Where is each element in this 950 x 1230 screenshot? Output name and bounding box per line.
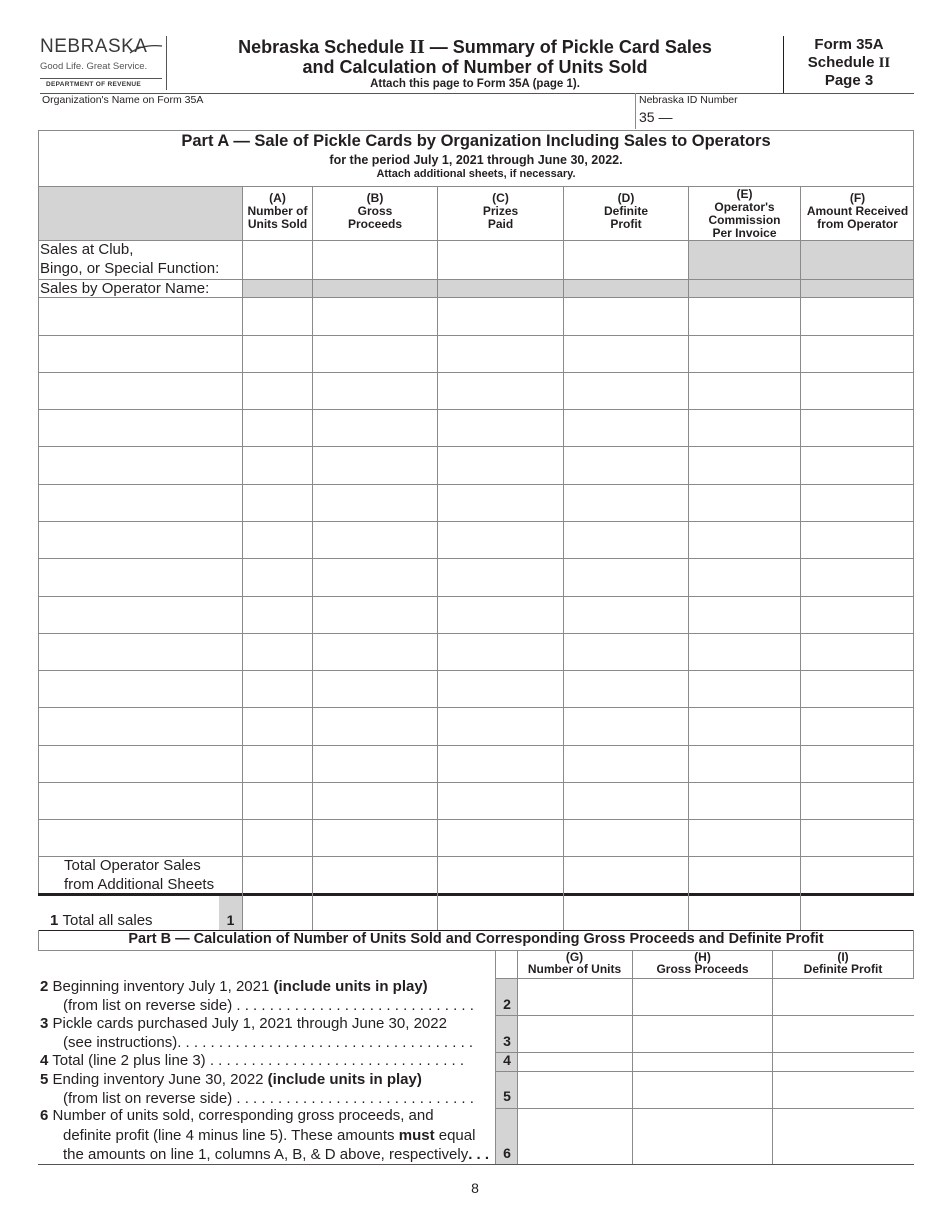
operator-row[interactable] (39, 671, 913, 707)
col-e-header: (E) Operator's Commission Per Invoice (708, 187, 781, 240)
operator-row[interactable] (39, 820, 913, 856)
col-a-header: (A) Number of Units Sold (247, 191, 308, 231)
line-1-label: 1 Total all sales (50, 912, 153, 929)
logo-tagline: Good Life. Great Service. (40, 61, 148, 72)
line-4-entry-row[interactable] (518, 1053, 913, 1071)
line-2-entry-row[interactable] (518, 979, 913, 1015)
operator-row[interactable] (39, 559, 913, 596)
attach-note: Attach this page to Form 35A (page 1). (370, 78, 580, 90)
line-1-box: 1 (219, 896, 242, 930)
line-6-entry-row[interactable] (518, 1109, 913, 1164)
title-line2: and Calculation of Number of Units Sold (302, 57, 648, 77)
logo-name: NEBRASKA (40, 36, 148, 57)
line-5-label: 5 Ending inventory June 30, 2022 (include units in play) (from list on reverse side) . . . . . . . . . . . . . . . . . . . . . . . . . . . . . (40, 1071, 474, 1107)
part-a-header-shade (39, 187, 242, 240)
operator-label-shade (243, 280, 913, 297)
title-post: — Summary of Pickle Card Sales (424, 37, 712, 57)
operator-row[interactable] (39, 746, 913, 782)
page-number: 8 (471, 1180, 479, 1196)
line-5-entry-row[interactable] (518, 1072, 913, 1108)
part-a-title: Part A — Sale of Pickle Cards by Organization Including Sales to Operators (181, 132, 771, 150)
col-g-header: (G) Number of Units (527, 950, 622, 976)
schedule-roman: II (878, 55, 891, 71)
operator-row[interactable] (39, 634, 913, 670)
org-name-label: Organization's Name on Form 35A (42, 94, 204, 106)
page-label: Page 3 (824, 72, 874, 89)
title-pre: Nebraska Schedule (238, 37, 410, 57)
line-3-label: 3 Pickle cards purchased July 1, 2021 through June 30, 2022 (see instructions). . . . . . . . . . . . . . . . . . . . . . . . . . . . . . . . . . . . (40, 1015, 474, 1051)
line-3-entry-row[interactable] (518, 1016, 913, 1052)
logo-swoosh-icon (128, 42, 164, 56)
sales-club-label: Sales at Club, Bingo, or Special Function: (40, 241, 220, 277)
operator-row[interactable] (39, 485, 913, 521)
line-2-label: 2 Beginning inventory July 1, 2021 (include units in play) (from list on reverse side) . . . . . . . . . . . . . . . . . . . . . . . . . . . . . (40, 978, 474, 1014)
sales-operator-label: Sales by Operator Name: (40, 280, 210, 297)
line-4-box: 4 (503, 1052, 511, 1068)
operator-row[interactable] (39, 522, 913, 558)
form-number: Form 35A (814, 36, 884, 53)
nebraska-id-prefix: 35 — (639, 109, 673, 125)
operator-row[interactable] (39, 298, 913, 335)
form-id-box (784, 36, 914, 90)
part-a-attach: Attach additional sheets, if necessary. (376, 168, 576, 180)
line-6-box: 6 (503, 1145, 511, 1161)
part-a-heading (38, 132, 914, 181)
form-title (200, 37, 750, 91)
schedule-label: Schedule (807, 54, 879, 71)
line-6-label: 6 Number of units sold, corresponding gross proceeds, and definite profit (line 4 minus line 5). These amounts must equal the amounts on line 1, columns A, B, & D above, respectively. . . (40, 1107, 490, 1163)
line-4-label: 4 Total (line 2 plus line 3) . . . . . . . . . . . . . . . . . . . . . . . . . . . . . . . (40, 1052, 465, 1069)
operator-row[interactable] (39, 783, 913, 819)
col-c-header: (C) Prizes Paid (482, 191, 519, 231)
operator-row[interactable] (39, 373, 913, 409)
operator-row[interactable] (39, 410, 913, 446)
logo-dept: DEPARTMENT OF REVENUE (46, 81, 142, 88)
total-operator-label: Total Operator Sales from Additional Sheets (64, 857, 215, 893)
col-i-header: (I) Definite Profit (803, 950, 883, 976)
part-a-period: for the period July 1, 2021 through June 30, 2022. (329, 153, 623, 167)
line-5-box: 5 (503, 1088, 511, 1104)
col-f-header: (F) Amount Received from Operator (806, 191, 909, 231)
line-3-box: 3 (503, 1033, 511, 1049)
nebraska-id-label: Nebraska ID Number (639, 94, 738, 106)
nebraska-id-field[interactable] (672, 106, 912, 128)
col-d-header: (D) Definite Profit (603, 191, 648, 231)
operator-row[interactable] (39, 708, 913, 745)
part-b-title: Part B — Calculation of Number of Units Sold and Corresponding Gross Proceeds and Definite Profit (128, 931, 824, 947)
operator-row[interactable] (39, 447, 913, 484)
title-roman: II (409, 36, 425, 58)
nebraska-logo (40, 36, 166, 92)
line-2-box: 2 (503, 996, 511, 1012)
club-col-e-shade (689, 241, 913, 279)
org-name-field[interactable] (40, 106, 634, 128)
operator-row[interactable] (39, 336, 913, 372)
line-1-entry-row[interactable] (243, 897, 913, 930)
col-b-header: (B) Gross Proceeds (347, 191, 403, 231)
col-h-header: (H) Gross Proceeds (656, 950, 749, 976)
operator-row[interactable] (39, 597, 913, 633)
